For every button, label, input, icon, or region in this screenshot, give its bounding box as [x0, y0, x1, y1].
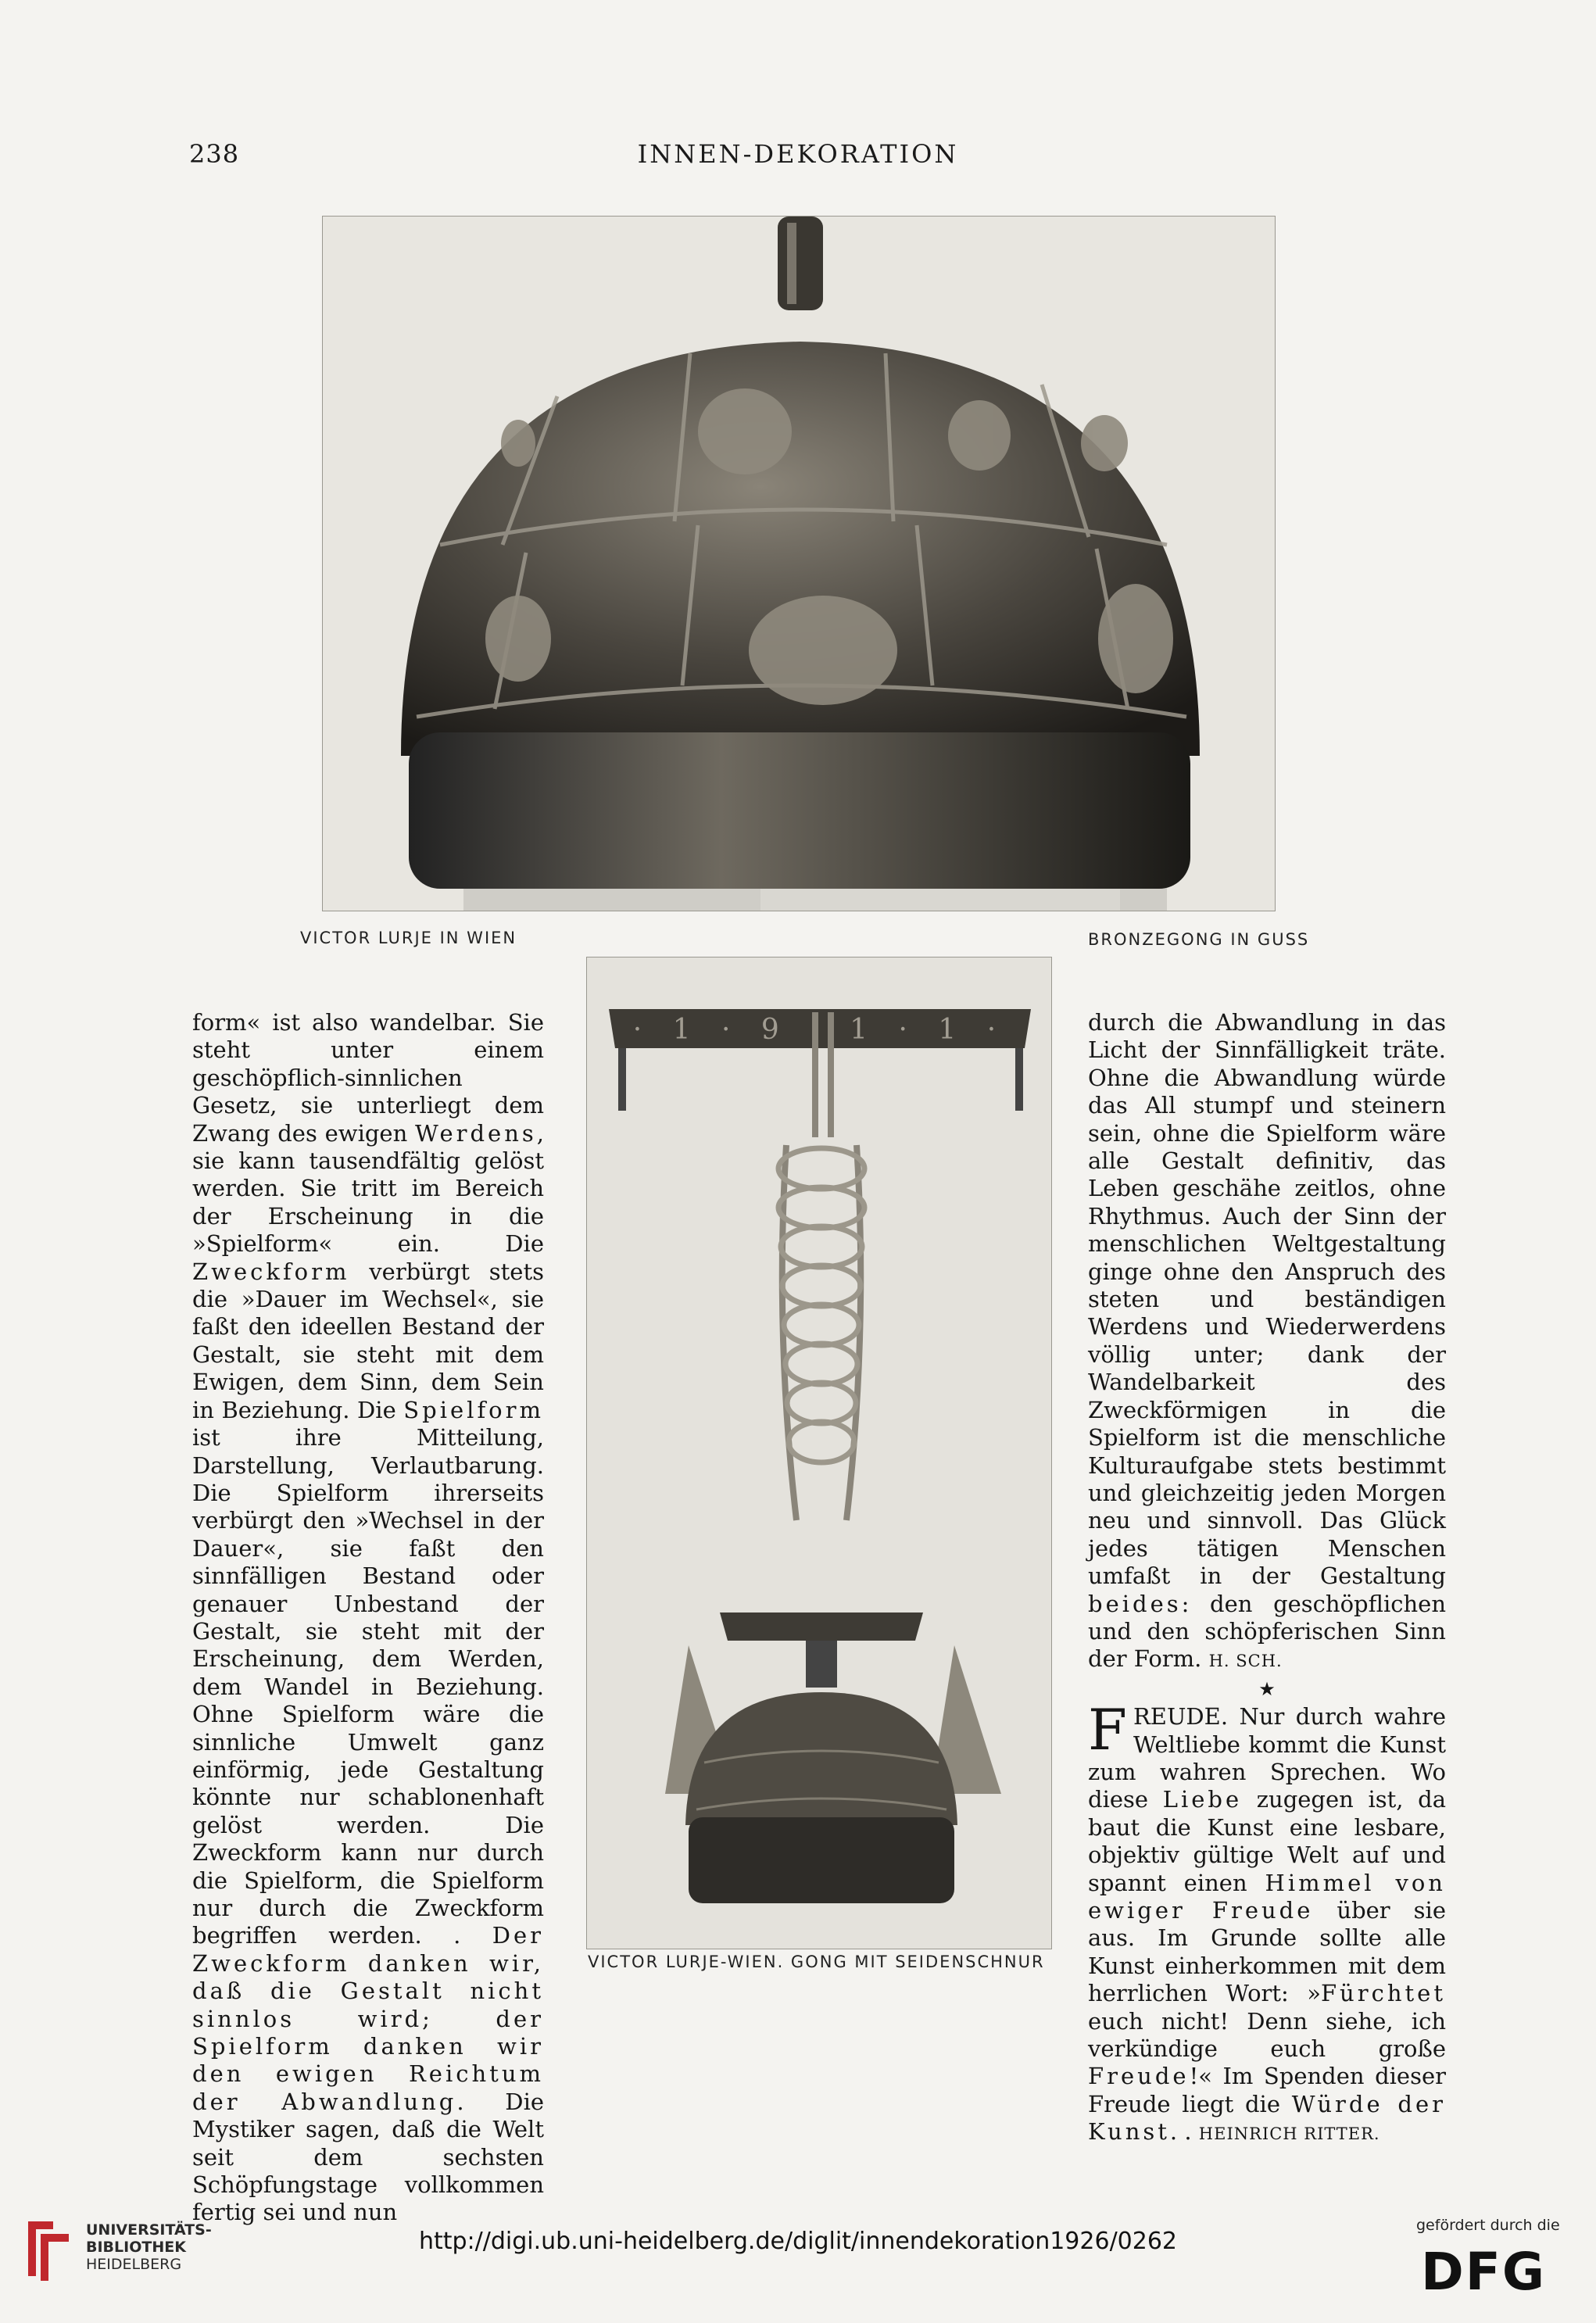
running-title: INNEN-DEKORATION — [637, 139, 959, 169]
text-column-left — [192, 1009, 544, 2227]
dfg-logo: DFG — [1421, 2242, 1547, 2302]
source-url-link[interactable]: http://digi.ub.uni-heidelberg.de/diglit/innendekoration1926/0262 — [418, 2228, 1178, 2255]
drop-cap: F — [1088, 1697, 1127, 1763]
photo-gong-with-cord — [586, 957, 1052, 1949]
funded-by-label: gefördert durch die — [1416, 2217, 1560, 2234]
library-name: UNIVERSITÄTS- BIBLIOTHEK HEIDELBERG — [86, 2221, 212, 2273]
right-column-paragraph-2: FREUDE. Nur durch wahre Weltliebe kommt die Kunst zum wahren Sprechen. Wo diese Liebe zugegen ist, da baut die Kunst eine lesbare, objektiv gültige Welt auf und spannt einen Himmel von ewiger Freude über sie aus. Im Grunde sollte alle Kunst einherkommen mit dem herrlichen Wort: »Fürchtet euch nicht! Denn siehe, ich verkündige euch große Freude!« Im Spenden dieser Freude liegt die Würde der Kunst. . HEINRICH RITTER. — [1088, 1697, 1446, 2146]
caption-center: VICTOR LURJE-WIEN. GONG MIT SEIDENSCHNUR — [588, 1953, 1045, 1971]
caption-top-left: VICTOR LURJE IN WIEN — [300, 929, 517, 947]
photo-bronze-gong — [322, 216, 1276, 911]
text-column-right — [1088, 1009, 1446, 2149]
signature-heinrich-ritter: HEINRICH RITTER. — [1198, 2124, 1380, 2144]
page-number: 238 — [189, 139, 240, 169]
caption-top-right: BRONZEGONG IN GUSS — [1088, 930, 1310, 949]
frame-inscription: · 1 · 9 · 1 · 1 · — [632, 1014, 1007, 1046]
left-column-paragraph: form« ist also wandelbar. Sie steht unter einem geschöpflich-sinnlichen Gesetz, sie unterliegt dem Zwang des ewigen Werdens, sie kann tausendfältig gelöst werden. Sie tritt im Bereich der Erscheinung in die »Spielform« ein. Die Zweckform verbürgt stets die »Dauer im Wechsel«, sie faßt den ideellen Bestand der Gestalt, sie steht mit dem Ewigen, dem Sinn, dem Sein in Beziehung. Die Spielform ist ihre Mitteilung, Darstellung, Verlautbarung. Die Spielform ihrerseits verbürgt den »Wechsel in der Dauer«, sie faßt den sinnfälligen Bestand oder genauer Unbestand der Gestalt, sie steht mit der Erscheinung, dem Werden, dem Wandel in Beziehung. Ohne Spielform wäre die sinnliche Umwelt ganz einförmig, jede Gestaltung könnte nur schablonenhaft gelöst werden. Die Zweckform kann nur durch die Spielform, die Spielform nur durch die Zweckform begriffen werden. . Der Zweckform danken wir, daß die Gestalt nicht sinnlos wird; der Spielform danken wir den ewigen Reichtum der Abwandlung. Die Mystiker sagen, daß die Welt seit dem sechsten Schöpfungstage vollkommen fertig sei und nun — [192, 1009, 544, 2226]
section-divider-star: ★ — [1258, 1677, 1276, 1700]
signature-h-sch: H. SCH. — [1208, 1652, 1283, 1671]
right-column-paragraph-1: durch die Abwandlung in das Licht der Sinnfälligkeit träte. Ohne die Abwandlung würde das All stumpf und steinern sein, ohne die Spielform wäre alle Gestalt definitiv, das Leben geschähe zeitlos, ohne Rhythmus. Auch der Sinn der menschlichen Weltgestaltung ginge ohne den Anspruch des steten und beständigen Werdens und Wiederwerdens völlig unter; dank der Wandelbarkeit des Zweckförmigen in die Spielform ist die menschliche Kulturaufgabe stets bestimmt und gleichzeitig jeden Morgen neu und sinnvoll. Das Glück jedes tätigen Menschen umfaßt in der Gestaltung beides: den geschöpflichen und den schöpferischen Sinn der Form. H. SCH. — [1088, 1009, 1446, 1673]
